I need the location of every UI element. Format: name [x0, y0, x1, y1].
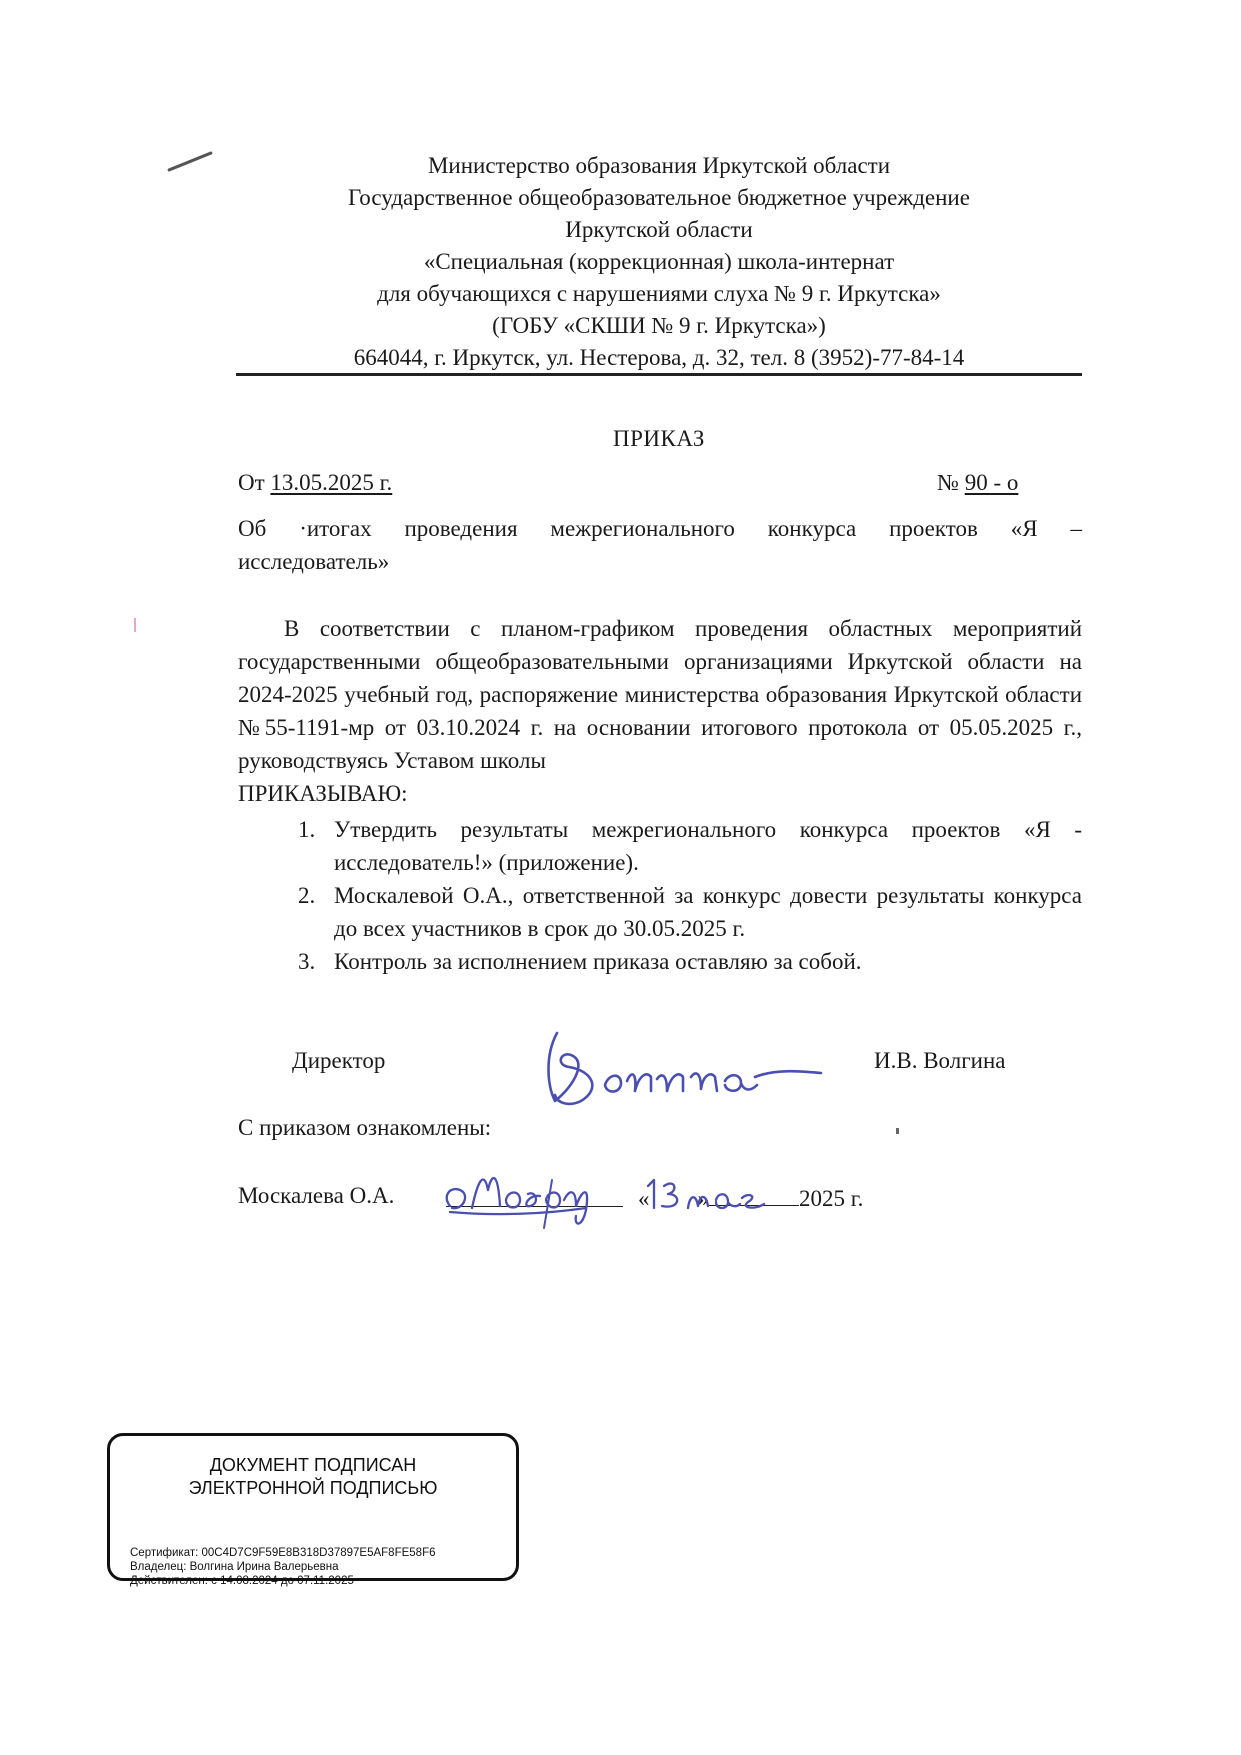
year-suffix: 2025 г. [799, 1186, 864, 1211]
acquaintance-title: С приказом ознакомлены: [238, 1115, 492, 1140]
order-item-text: Москалевой О.А., ответственной за конкурс довести результаты конкурса до всех участников в срок до 30.05.2025 г. [334, 883, 1082, 941]
date-prefix: От [238, 470, 265, 495]
header-line-region: Иркутской области [565, 217, 753, 242]
order-item-number: 1. [298, 817, 316, 842]
header-divider [236, 373, 1082, 376]
subject-line-1: Об ·итогах проведения межрегионального конкурса проектов «Я – [238, 516, 1082, 541]
order-item [298, 945, 1082, 978]
preamble-paragraph: В соответствии с планом-графиком проведения областных мероприятий государственными общеобразовательными организациями Иркутской области на 2024-2025 учебный год, распоряжение министерства образования Иркутской области №55-1191-мр от 03.10.2024 г. на основании итогового протокола от 05.05.2025 г., руководствуясь Уставом школы [238, 616, 1082, 773]
order-directive-word: ПРИКАЗЫВАЮ: [238, 781, 408, 806]
director-name: И.В. Волгина [874, 1048, 1006, 1073]
header-line-abbrev: (ГОБУ «СКШИ № 9 г. Иркутска») [492, 313, 826, 338]
header-line-school: «Специальная (коррекционная) школа-интернат [423, 249, 895, 274]
quote-open: « [638, 1186, 650, 1211]
order-item [298, 879, 1082, 945]
header-line-ministry: Министерство образования Иркутской области [427, 153, 891, 178]
director-signature [535, 1015, 835, 1115]
order-date-line [238, 470, 392, 496]
quote-close: » [697, 1186, 709, 1211]
order-item-number: 3. [298, 949, 316, 974]
order-item-text: Утвердить результаты межрегионального конкурса проектов «Я - исследователь!» (приложение). [334, 817, 1082, 875]
order-items-list [298, 813, 1082, 978]
order-number-line [937, 470, 1018, 496]
e-sign-validity: Действителен: с 14.08.2024 до 07.11.2025 [130, 1575, 354, 1587]
director-role: Директор [292, 1048, 386, 1073]
acquaintance-handwriting [436, 1150, 816, 1230]
order-date: 13.05.2025 г. [270, 470, 393, 495]
header-line-institution: Государственное общеобразовательное бюджетное учреждение [348, 185, 970, 210]
subject-line-2: исследователь» [238, 549, 390, 574]
stray-comma-mark [896, 1128, 899, 1134]
organization-header [236, 150, 1082, 374]
acquainted-person-name: Москалева О.А. [238, 1183, 395, 1208]
stray-pen-mark [167, 151, 213, 172]
e-sign-title-line-2: ЭЛЕКТРОННОЙ ПОДПИСЬЮ [188, 1478, 438, 1498]
order-subject [238, 512, 1082, 578]
electronic-signature-stamp [107, 1433, 519, 1587]
header-line-address: 664044, г. Иркутск, ул. Нестерова, д. 32, тел. 8 (3952)-77-84-14 [353, 345, 965, 370]
order-number: 90 - о [964, 470, 1019, 495]
e-sign-owner: Владелец: Волгина Ирина Валерьевна [130, 1561, 339, 1573]
stray-pink-mark [134, 618, 136, 632]
order-item-number: 2. [298, 883, 316, 908]
order-body [238, 612, 1082, 810]
order-item-text: Контроль за исполнением приказа оставляю за собой. [334, 949, 862, 974]
e-sign-title [110, 1454, 516, 1500]
header-line-school-cont: для обучающихся с нарушениями слуха № 9 г. Иркутска» [377, 281, 941, 306]
e-sign-certificate: Сертификат: 00C4D7C9F59E8B318D37897E5AF8FE58F6 [130, 1547, 436, 1559]
document-type: ПРИКАЗ [613, 426, 705, 451]
e-sign-details [130, 1546, 436, 1588]
number-prefix: № [937, 470, 959, 495]
order-item [298, 813, 1082, 879]
e-sign-title-line-1: ДОКУМЕНТ ПОДПИСАН [209, 1455, 417, 1475]
